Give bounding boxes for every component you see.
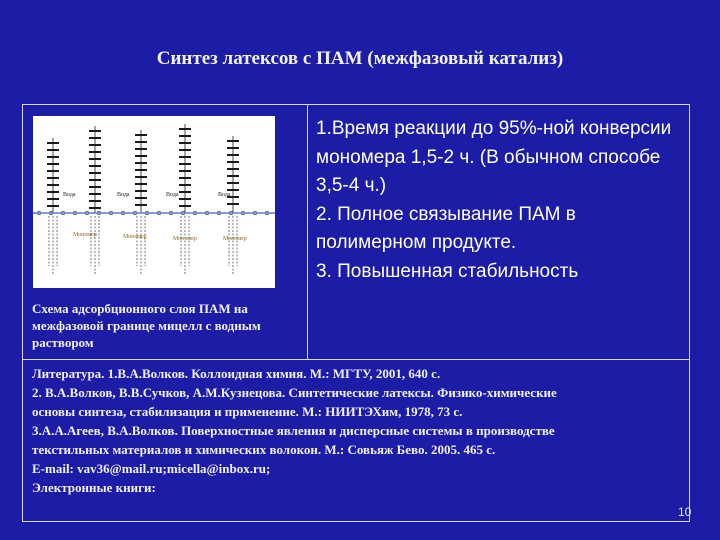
chain-side-group [227,189,239,191]
adsorption-layer-diagram [33,116,275,288]
chain-side-group [179,149,191,151]
chain-side-group [89,200,101,202]
water-label-1: Вода [63,192,76,198]
row-divider [22,359,690,360]
chain-side-group [89,158,101,160]
chain-side-group [89,207,101,209]
chain-side-group [179,135,191,137]
chain-side-group [179,184,191,186]
chain-side-group [47,170,59,172]
chain-side-group [135,183,147,185]
reference-line-1: Литература. 1.В.А.Волков. Коллоидная химия. М.: МГТУ, 2001, 640 с. [32,366,441,381]
column-divider [307,104,308,360]
chain-side-group [179,163,191,165]
references-block [32,364,687,497]
diagram-svg [33,116,275,288]
chain-side-group [227,203,239,205]
reference-line-3: основы синтеза, стабилизация и применение. М.: НИИТЭХим, 1978, 73 с. [32,404,463,419]
chain-side-group [89,172,101,174]
reference-line-2: 2. В.А.Волков, В.В.Сучков, А.М.Кузнецова. Синтетические латексы. Физико-химические [32,385,557,400]
chain-side-group [227,168,239,170]
chain-side-group [227,175,239,177]
page-number: 10 [678,505,692,519]
chain-side-group [179,128,191,130]
water-label-2: Вода [117,192,130,198]
chain-side-group [227,154,239,156]
reference-line-4: 3.А.А.Агеев, В.А.Волков. Поверхностные явления и дисперсные системы в производстве [32,423,555,438]
chain-side-group [135,197,147,199]
chain-side-group [89,137,101,139]
chain-side-group [227,147,239,149]
chain-side-group [135,134,147,136]
chain-side-group [89,144,101,146]
chain-side-group [135,204,147,206]
chain-side-group [179,177,191,179]
chain-side-group [89,151,101,153]
chain-side-group [227,140,239,142]
chain-side-group [135,190,147,192]
advantage-item-2: 2. Полное связывание ПАМ в полимерном продукте. [316,203,576,253]
chain-side-group [227,161,239,163]
chain-side-group [89,179,101,181]
chain-side-group [47,163,59,165]
monomer-label-3: Мономер [173,236,197,242]
chain-side-group [47,156,59,158]
monomer-label-2: Мономер [123,234,147,240]
polymer-chains [37,124,269,274]
chain-side-group [227,182,239,184]
chain-side-group [135,155,147,157]
advantages-list [316,115,686,286]
chain-side-group [179,170,191,172]
monomer-label-1: Мономер [73,232,97,238]
water-label-3: Вода [166,192,179,198]
chain-side-group [179,142,191,144]
chain-side-group [89,130,101,132]
chain-side-group [47,191,59,193]
chain-side-group [179,156,191,158]
chain-side-group [179,198,191,200]
slide-title: Синтез латексов с ПАМ (межфазовый катализ) [156,48,564,69]
chain-side-group [47,184,59,186]
advantage-item-1: 1.Время реакции до 95%-ной конверсии мономера 1,5-2 ч. (В обычном способе 3,5-4 ч.) [316,118,672,196]
chain-side-group [135,169,147,171]
chain-side-group [47,198,59,200]
chain-side-group [47,149,59,151]
chain-side-group [135,176,147,178]
chain-side-group [47,177,59,179]
reference-line-5: текстильных материалов и химических волокон. М.: Совьяж Бево. 2005. 465 с. [32,442,496,457]
chain-side-group [89,186,101,188]
diagram-caption: Схема адсорбционного слоя ПАМ на межфазовой границе мицелл с водным раствором [32,301,261,350]
chain-side-group [89,193,101,195]
chain-side-group [47,205,59,207]
chain-side-group [135,148,147,150]
chain-side-group [179,191,191,193]
ebooks-line: Электронные книги: [32,480,156,495]
chain-side-group [135,141,147,143]
email-line: E-mail: vav36@mail.ru;micella@inbox.ru; [32,461,271,476]
water-label-4: Вода [218,192,231,198]
chain-side-group [135,162,147,164]
chain-side-group [179,205,191,207]
chain-side-group [47,142,59,144]
advantage-item-3: 3. Повышенная стабильность [316,260,579,282]
chain-side-group [89,165,101,167]
monomer-label-4: Мономер [223,236,247,242]
